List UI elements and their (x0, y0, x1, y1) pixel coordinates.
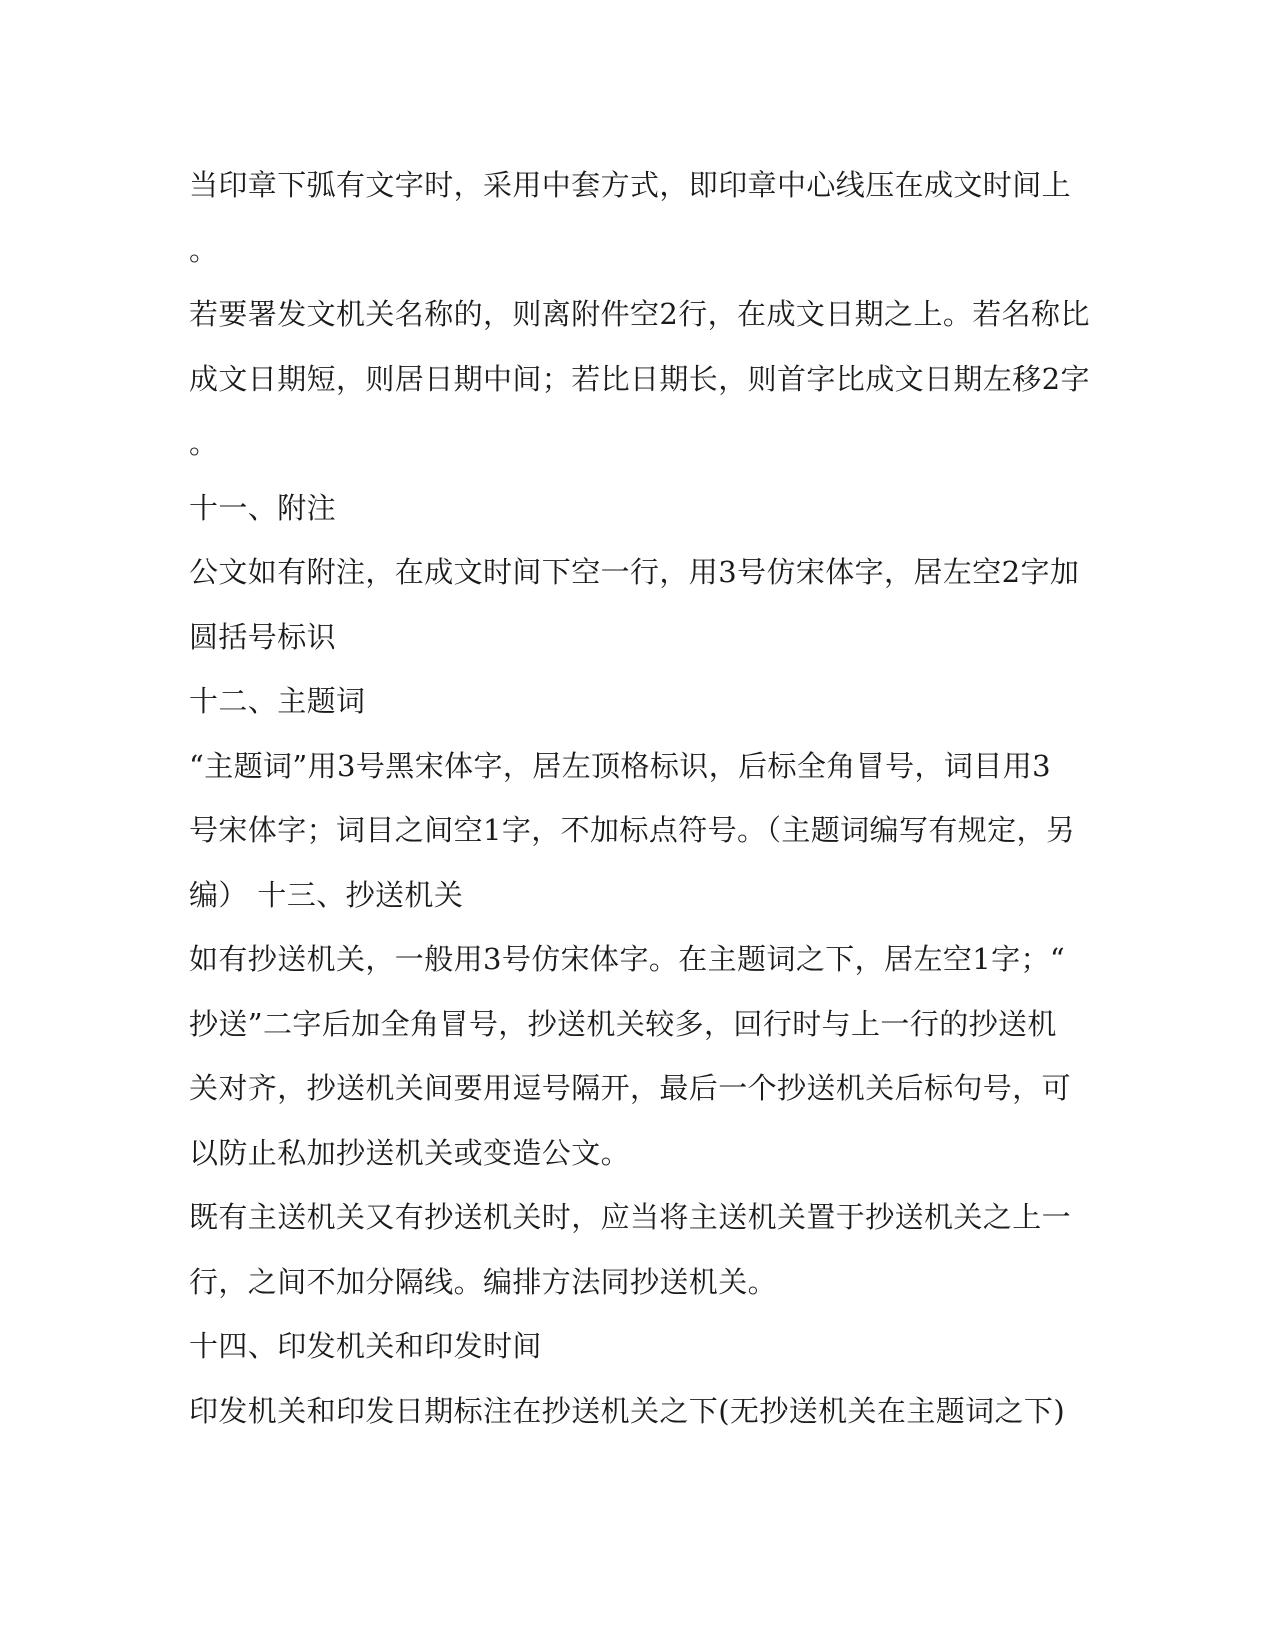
text-line: 。 (189, 426, 219, 460)
text-line: 号宋体字；词目之间空1字，不加标点符号。（主题词编写有规定，另 (189, 813, 1076, 847)
text-line: 若要署发文机关名称的，则离附件空2行，在成文日期之上。若名称比 (189, 297, 1090, 331)
text-line: 以防止私加抄送机关或变造公文。 (189, 1135, 631, 1170)
text-line: 关对齐，抄送机关间要用逗号隔开，最后一个抄送机关后标句号，可 (189, 1071, 1072, 1105)
text-line: 如有抄送机关，一般用3号仿宋体字。在主题词之下，居左空1字；“ (189, 942, 1066, 976)
text-line: 当印章下弧有文字时，采用中套方式，即印章中心线压在成文时间上 (189, 168, 1072, 202)
text-line: 。 (189, 232, 219, 267)
section-heading: 十四、印发机关和印发时间 (189, 1329, 542, 1363)
text-line: 既有主送机关又有抄送机关时，应当将主送机关置于抄送机关之上一 (189, 1200, 1072, 1234)
body-text (189, 153, 1090, 1443)
section-heading: 十二、主题词 (189, 684, 366, 718)
text-line: 成文日期短，则居日期中间；若比日期长，则首字比成文日期左移2字 (189, 361, 1090, 396)
text-line: 抄送”二字后加全角冒号，抄送机关较多，回行时与上一行的抄送机 (189, 1006, 1057, 1041)
section-heading: 十一、附注 (189, 490, 337, 525)
text-line: “主题词”用3号黑宋体字，居左顶格标识，后标全角冒号，词目用3 (189, 748, 1051, 783)
text-line: 公文如有附注，在成文时间下空一行，用3号仿宋体字，居左空2字加 (189, 555, 1080, 589)
text-line: 编） 十三、抄送机关 (189, 877, 464, 912)
text-line: 行，之间不加分隔线。编排方法同抄送机关。 (189, 1264, 778, 1299)
text-line: 印发机关和印发日期标注在抄送机关之下(无抄送机关在主题词之下) (189, 1393, 1066, 1428)
text-line: 圆括号标识 (189, 619, 337, 654)
